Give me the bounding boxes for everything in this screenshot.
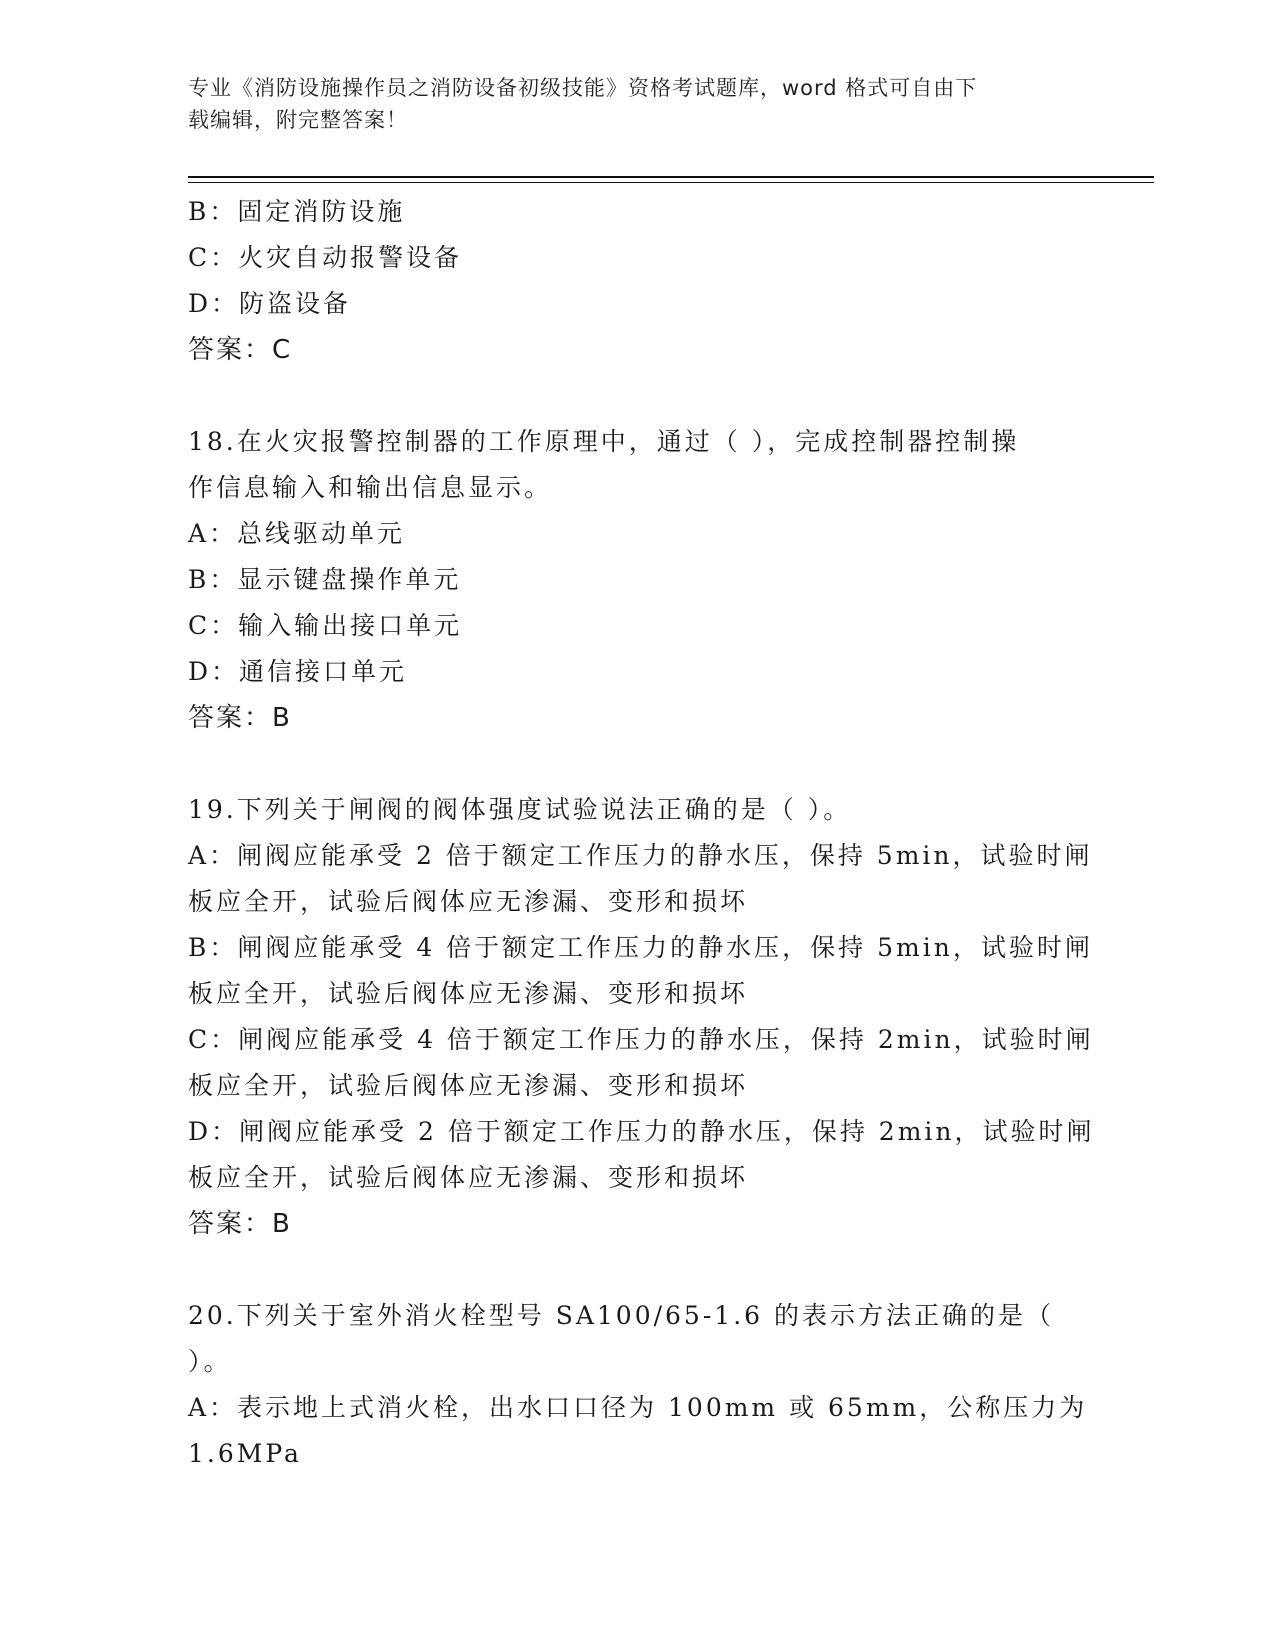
q19-option-c-line-2: 板应全开，试验后阀体应无渗漏、变形和损坏	[188, 1071, 749, 1100]
spacer	[188, 1247, 1088, 1293]
header-rule-thick	[188, 176, 1154, 178]
q18-answer: 答案：B	[188, 703, 292, 733]
q20-stem-line-1: 20.下列关于室外消火栓型号 SA100/65-1.6 的表示方法正确的是（	[188, 1301, 1054, 1330]
q17-answer: 答案：C	[188, 335, 293, 365]
document-header	[188, 72, 1088, 136]
q19-option-d-line-1: D：闸阀应能承受 2 倍于额定工作压力的静水压，保持 2min，试验时闸	[188, 1117, 1095, 1146]
q19-option-d-line-2: 板应全开，试验后阀体应无渗漏、变形和损坏	[188, 1163, 749, 1192]
question-list	[188, 189, 1095, 1477]
q18-option-c: C：输入输出接口单元	[188, 611, 463, 640]
header-rule-thin	[188, 182, 1154, 183]
q19-answer: 答案：B	[188, 1209, 292, 1239]
question-20	[188, 1293, 1088, 1477]
q19-option-a-line-1: A：闸阀应能承受 2 倍于额定工作压力的静水压，保持 5min，试验时闸	[188, 841, 1093, 870]
spacer	[188, 741, 1088, 787]
q20-option-a-line-2: 1.6MPa	[188, 1439, 302, 1468]
q19-option-c-line-1: C：闸阀应能承受 4 倍于额定工作压力的静水压，保持 2min，试验时闸	[188, 1025, 1094, 1054]
q17-option-c: C：火灾自动报警设备	[188, 243, 463, 272]
question-17-tail	[188, 189, 1088, 373]
q19-option-b-line-2: 板应全开，试验后阀体应无渗漏、变形和损坏	[188, 979, 749, 1008]
header-line-1: 专业《消防设施操作员之消防设备初级技能》资格考试题库，word 格式可自由下	[188, 76, 978, 100]
q18-option-b: B：显示键盘操作单元	[188, 565, 462, 594]
q19-option-a-line-2: 板应全开，试验后阀体应无渗漏、变形和损坏	[188, 887, 749, 916]
q17-option-b: B：固定消防设施	[188, 197, 406, 226]
q18-stem-line-2: 作信息输入和输出信息显示。	[188, 473, 553, 502]
header-line-2: 载编辑，附完整答案！	[188, 108, 408, 132]
q19-option-b-line-1: B：闸阀应能承受 4 倍于额定工作压力的静水压，保持 5min，试验时闸	[188, 933, 1093, 962]
spacer	[188, 373, 1088, 419]
q20-stem-line-2: ）。	[188, 1347, 232, 1376]
question-18	[188, 419, 1088, 741]
q18-option-d: D：通信接口单元	[188, 657, 408, 686]
q17-option-d: D：防盗设备	[188, 289, 352, 318]
q18-stem-line-1: 18.在火灾报警控制器的工作原理中，通过（ ），完成控制器控制操	[188, 427, 1020, 456]
q19-stem: 19.下列关于闸阀的阀体强度试验说法正确的是（ ）。	[188, 795, 852, 824]
q20-option-a-line-1: A：表示地上式消火栓，出水口口径为 100mm 或 65mm，公称压力为	[188, 1393, 1088, 1422]
question-19	[188, 787, 1095, 1247]
q18-option-a: A：总线驱动单元	[188, 519, 406, 548]
